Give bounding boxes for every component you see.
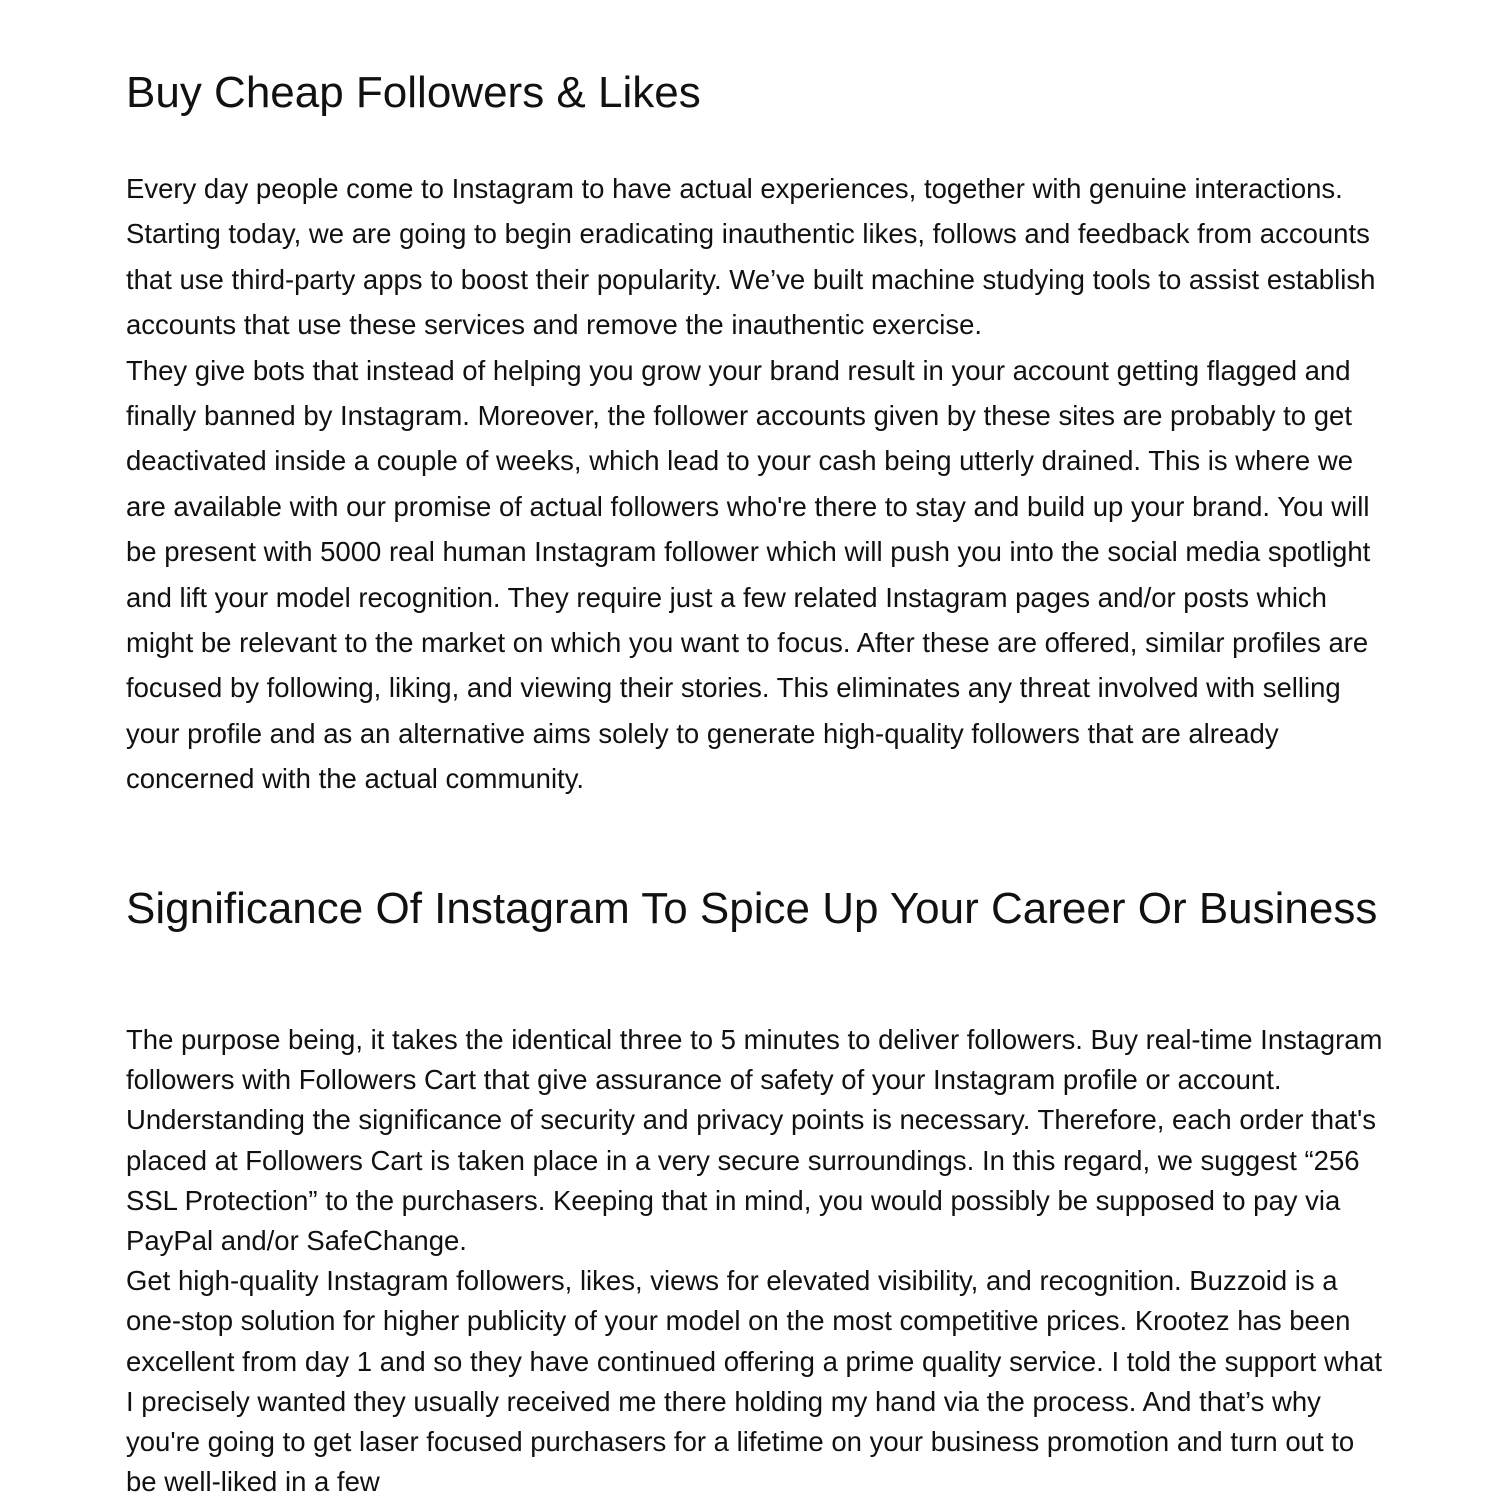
section-heading: Significance Of Instagram To Spice Up Your Career Or Business bbox=[126, 884, 1378, 933]
paragraph: Every day people come to Instagram to have actual experiences, together with genuine interactions. Starting today, we are going to begin eradicating inauthentic likes, follows and feedback from accounts that use third-party apps to boost their popularity. We’ve built machine studying tools to assist establish accounts that use these services and remove the inauthentic exercise. bbox=[126, 173, 1376, 341]
paragraph: They give bots that instead of helping you grow your brand result in your account getting flagged and finally banned by Instagram. Moreover, the follower accounts given by these sites are probably to get deactivated inside a couple of weeks, which lead to your cash being utterly drained. This is where we are available with our promise of actual followers who're there to stay and build up your brand. You will be present with 5000 real human Instagram follower which will push you into the social media spotlight and lift your model recognition. They require just a few related Instagram pages and/or posts which might be relevant to the market on which you want to focus. After these are offered, similar profiles are focused by following, liking, and viewing their stories. This eliminates any threat involved with selling your profile and as an alternative aims solely to generate high-quality followers that are already concerned with the actual community. bbox=[126, 354, 1371, 795]
paragraph: Get high-quality Instagram followers, likes, views for elevated visibility, and recognition. Buzzoid is a one-stop solution for higher publicity of your model on the most competitive prices. Krootez has been excellent from day 1 and so they have continued offering a prime quality service. I told the support what I precisely wanted they usually received me there holding my hand via the process. And that’s why you're going to get laser focused purchasers for a lifetime on your business promotion and turn out to be well-liked in a few bbox=[126, 1265, 1383, 1498]
paragraph: The purpose being, it takes the identical three to 5 minutes to deliver followers. Buy real-time Instagram followers with Followers Cart that give assurance of safety of your Instagram profile or account. Understanding the significance of security and privacy points is necessary. Therefore, each order that's placed at Followers Cart is taken place in a very secure surroundings. In this regard, we suggest “256 SSL Protection” to the purchasers. Keeping that in mind, you would possibly be supposed to pay via PayPal and/or SafeChange. bbox=[126, 1024, 1383, 1257]
section-one-body bbox=[126, 166, 1386, 802]
section-two-body bbox=[126, 1020, 1386, 1502]
document-title: Buy Cheap Followers & Likes bbox=[126, 68, 701, 117]
